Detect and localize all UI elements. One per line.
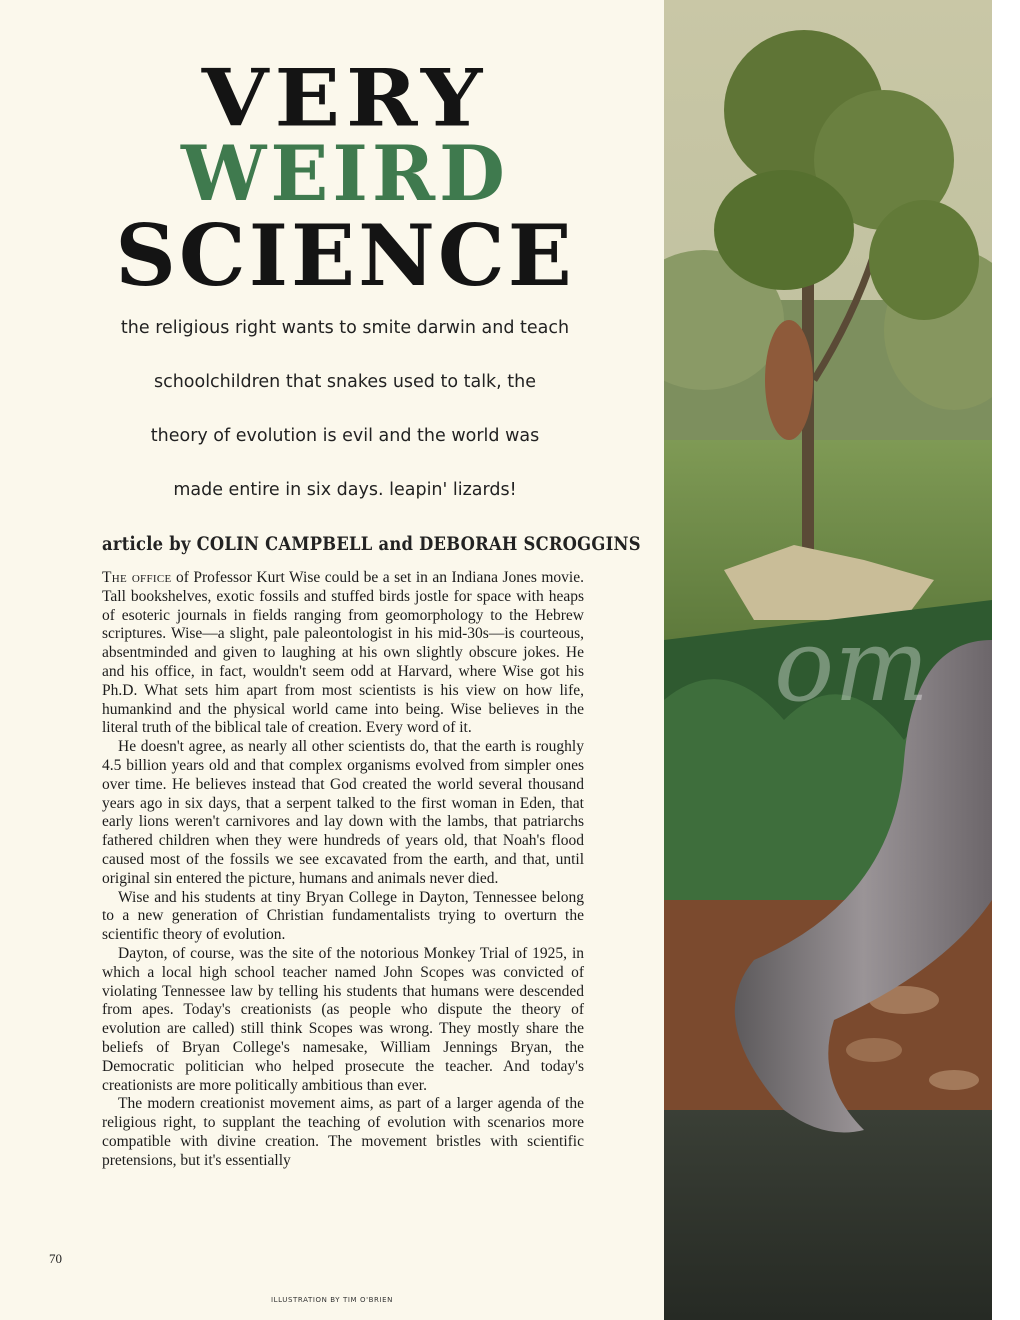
tree-canopy xyxy=(869,200,979,320)
pebble xyxy=(929,1070,979,1090)
illustration-panel xyxy=(664,0,992,1320)
tree-canopy xyxy=(714,170,854,290)
body-paragraph: The modern creationist movement aims, as part of a larger agenda of the religious right, to supplant the teaching of evolution with scenarios more compatible with divine creation. The movement bristles with scientific pretensions, but it's essentially xyxy=(102,1095,584,1169)
headline-line-3: SCIENCE xyxy=(115,206,575,305)
water xyxy=(664,1110,992,1320)
dek-line: theory of evolution is evil and the world was xyxy=(150,426,540,446)
dek-line: the religious right wants to smite darwin and teach xyxy=(120,318,570,338)
body-paragraph: The office of Professor Kurt Wise could be a set in an Indiana Jones movie. Tall bookshelves, exotic fossils and stuffed birds jostle for space with heaps of esoteric journals in fields ranging from geomorphology to the Hebrew scriptures. Wise—a slight, pale paleontologist in his mid-30s—is courteous, absentminded and given to laughing at his own slightly obscure jokes. He and his office, in fact, wouldn't seem odd at Harvard, where Wise got his Ph.D. What sets him apart from most scientists is his view on how life, humankind and the physical world came into being. Wise believes in the literal truth of the biblical tale of creation. Every word of it. xyxy=(102,569,584,737)
lead-in: The office xyxy=(102,569,172,586)
body-paragraph: Wise and his students at tiny Bryan College in Dayton, Tennessee belong to a new generation of Christian fundamentalists trying to overturn the scientific theory of evolution. xyxy=(102,888,584,944)
page-number: 70 xyxy=(49,1251,62,1266)
headline-line-2: WEIRD xyxy=(181,129,509,218)
body-paragraph: He doesn't agree, as nearly all other scientists do, that the earth is roughly 4.5 billion years old and that complex organisms evolved from simpler ones over time. He believes instead that God created the world several thousand years ago in six days, that a serpent talked to the first woman in Eden, that early lions weren't carnivores and lay down with the lambs, that patriarchs fathered children when they were hundreds of years old, that Noah's flood caused most of the fossils we see excavated from the earth, and that, until original sin entered the picture, humans and animals never died. xyxy=(102,738,584,887)
illustration-credit: ILLUSTRATION BY TIM O'BRIEN xyxy=(270,1296,394,1304)
byline: article by COLIN CAMPBELL and DEBORAH SCROGGINS xyxy=(102,533,641,555)
flowering-shrub xyxy=(765,320,813,440)
pebble xyxy=(846,1038,902,1062)
dek-line: schoolchildren that snakes used to talk, the xyxy=(153,372,537,392)
watermark: om xyxy=(774,607,930,724)
painting-illustration xyxy=(664,0,992,1320)
article-body xyxy=(102,569,584,1171)
body-paragraph: Dayton, of course, was the site of the notorious Monkey Trial of 1925, in which a local high school teacher named John Scopes was convicted of violating Tennessee law by telling his students that humans were descended from apes. Today's creationists (as people who dispute the theory of evolution are called) still think Scopes was wrong. They mostly share the beliefs of Bryan College's namesake, William Jennings Bryan, the Democratic politician who helped prosecute the teacher. And today's creationists are more politically ambitious than ever. xyxy=(102,944,584,1094)
headline-line-1: VERY xyxy=(201,52,489,145)
dek-line: made entire in six days. leapin' lizards! xyxy=(173,480,517,500)
